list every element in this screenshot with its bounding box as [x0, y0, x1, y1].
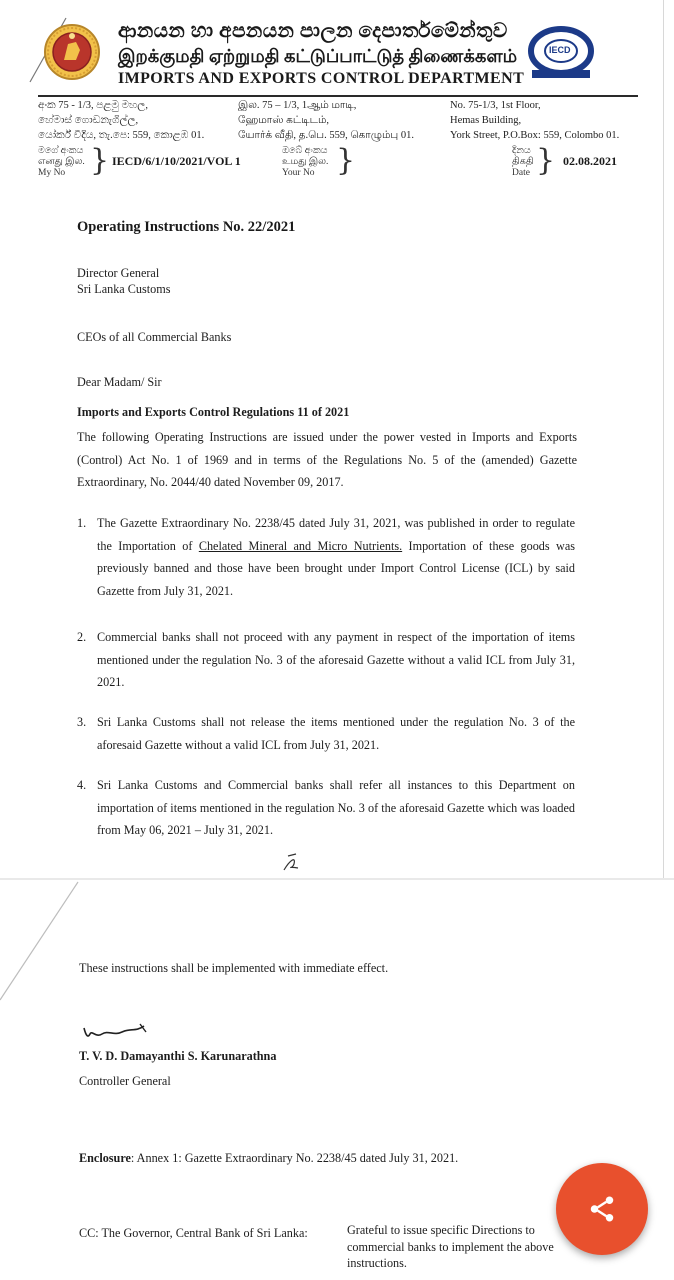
intro-paragraph: The following Operating Instructions are issued under the power vested in Imports and Exports (Control) Act No. 1 of 1969 and in terms of the Regulations No. 5 of the (amended) Gazette Extraordinary, No. 2044/40 dated November 09, 2017.	[77, 430, 577, 489]
your-no-brace: }	[336, 143, 356, 178]
item-1-number: 1.	[77, 516, 87, 530]
page-corner-crease	[0, 880, 80, 1010]
sri-lanka-emblem-icon	[26, 16, 104, 88]
my-no-value: IECD/6/1/10/2021/VOL 1	[112, 154, 241, 168]
share-button[interactable]	[556, 1163, 648, 1255]
enclosure-line	[79, 1147, 458, 1170]
date-value: 02.08.2021	[563, 154, 617, 168]
enclosure-label: Enclosure	[79, 1151, 131, 1165]
date-label: දිනය திகதி Date	[512, 146, 534, 178]
subject-line: Imports and Exports Control Regulations 11 of 2021	[77, 405, 350, 419]
recipient-1-line1: Director General	[77, 266, 160, 280]
date-brace: }	[536, 143, 556, 178]
my-no-label: මගේ අංකය எனது இல. My No	[38, 146, 85, 178]
recipient-1-line2: Sri Lanka Customs	[77, 282, 171, 296]
iecd-logo: IECD	[528, 26, 594, 80]
department-name-english: IMPORTS AND EXPORTS CONTROL DEPARTMENT	[118, 70, 525, 87]
item-2-text: Commercial banks shall not proceed with any payment in respect of the importation of items mentioned under the regulation No. 3 of the aforesaid Gazette without a valid ICL from July 31, 2021.	[97, 630, 575, 689]
header-rule	[38, 95, 638, 97]
page-edge	[663, 0, 664, 878]
signatory-title: Controller General	[79, 1074, 171, 1088]
address-english: No. 75-1/3, 1st Floor, Hemas Building, York Street, P.O.Box: 559, Colombo 01.	[450, 100, 620, 141]
item-3-text: Sri Lanka Customs shall not release the items mentioned under the regulation No. 3 of the aforesaid Gazette without a valid ICL from July 31, 2021.	[97, 715, 575, 752]
enclosure-text: : Annex 1: Gazette Extraordinary No. 2238/45 dated July 31, 2021.	[130, 1151, 459, 1165]
your-no-label: ඔබේ අංකය உமது இல. Your No	[282, 146, 329, 178]
item-4-text: Sri Lanka Customs and Commercial banks shall refer all instances to this Department on importation of items mentioned in the regulation No. 3 of the aforesaid Gazette which was loaded from May 06, 2021 – July 31, 2021.	[97, 778, 575, 837]
signature-icon	[82, 1020, 152, 1044]
address-tamil: இல. 75 – 1/3, 1ஆம் மாடி, ஹேமாஸ் கட்டிடம், யோர்க் வீதி, த.பெ. 559, கொழும்பு 01.	[238, 100, 414, 141]
item-1-underlined-goods: Chelated Mineral and Micro Nutrients.	[198, 538, 403, 553]
item-4-number: 4.	[77, 778, 87, 792]
salutation: Dear Madam/ Sir	[77, 375, 162, 389]
recipient-1	[77, 265, 170, 297]
share-icon	[587, 1194, 617, 1224]
item-1-text: The Gazette Extraordinary No. 2238/45 dated July 31, 2021, was published in order to regulate the Importation of Chelated Mineral and Micro Nutrients. Importation of these goods was previously banned and those have been brought under Import Control License (ICL) by said Gazette from July 31, 2021.	[97, 516, 575, 598]
address-sinhala: අංක 75 - 1/3, පළමු මහල, හේමාස් ගොඩනැගිල්ල, යෝර්ක් වීදිය, තැ.පෙ: 559, කොළඹ 01.	[38, 100, 205, 141]
page-initial-mark	[280, 852, 304, 874]
signatory-name: T. V. D. Damayanthi S. Karunarathna	[79, 1049, 277, 1063]
item-3-number: 3.	[77, 715, 87, 729]
closing-line: These instructions shall be implemented with immediate effect.	[79, 961, 389, 975]
cc-label: CC: The Governor, Central Bank of Sri Lanka:	[79, 1226, 308, 1240]
cc-text: Grateful to issue specific Directions to commercial banks to implement the above instructions.	[347, 1223, 554, 1270]
recipient-2: CEOs of all Commercial Banks	[77, 330, 232, 344]
department-name-sinhala: ආනයන හා අපනයන පාලන දෙපාර්තමේන්තුව	[118, 20, 508, 42]
department-name-tamil: இறக்குமதி ஏற்றுமதி கட்டுப்பாட்டுத் திணைக்களம்	[118, 46, 518, 66]
my-no-brace: }	[90, 143, 110, 178]
item-2-number: 2.	[77, 630, 87, 644]
letter-title: Operating Instructions No. 22/2021	[77, 219, 296, 235]
